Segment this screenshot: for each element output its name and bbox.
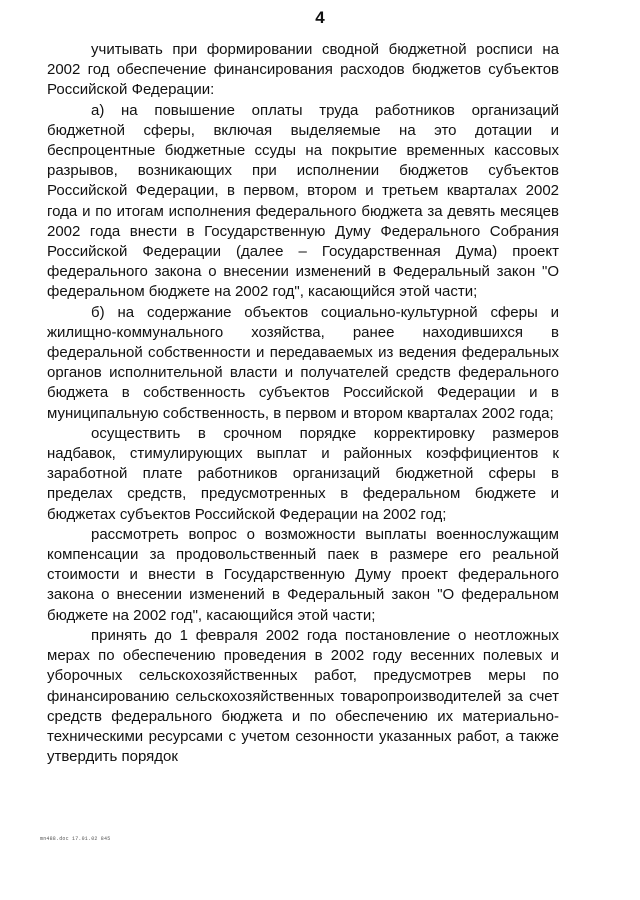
paragraph-intro: учитывать при формировании сводной бюджетной росписи на 2002 год обеспечение финансирования расходов бюджетов субъектов Российской Федерации:: [47, 41, 559, 99]
paragraph-adjust-allowances: осуществить в срочном порядке корректировку размеров надбавок, стимулирующих выплат и районных коэффициентов к заработной плате работников организаций бюджетной сферы в пределах средств, предусмотренных в федеральном бюджете и бюджетах субъектов Российской Федерации на 2002 год;: [47, 424, 559, 523]
document-body: [47, 40, 559, 767]
paragraph-military-compensation: рассмотреть вопрос о возможности выплаты военнослужащим компенсации за продовольственный паек в размере его реальной стоимости и внести в Государственную Думу проект федерального закона о внесении изменений в Федеральный закон "О федеральном бюджете на 2002 год", касающийся этой части;: [47, 525, 559, 624]
file-stamp: mn488.doc 17.01.02 845: [40, 836, 111, 842]
paragraph-agricultural-works: принять до 1 февраля 2002 года постановление о неотложных мерах по обеспечению проведения в 2002 году весенних полевых и уборочных сельскохозяйственных работ, предусмотрев меры по финансированию сельскохозяйственных товаропроизводителей за счет средств федерального бюджета и по обеспечению их материально-техническими ресурсами с учетом сезонности указанных работ, а также утвердить порядок: [47, 626, 559, 766]
paragraph-item-a: а) на повышение оплаты труда работников организаций бюджетной сферы, включая выделяемые на это дотации и беспроцентные бюджетные ссуды на покрытие временных кассовых разрывов, возникающих при исполнении бюджетов субъектов Российской Федерации, в первом, втором и третьем кварталах 2002 года и по итогам исполнения федерального бюджета за девять месяцев 2002 года внести в Государственную Думу Федерального Собрания Российской Федерации (далее – Государственная Дума) проект федерального закона о внесении изменений в Федеральный закон "О федеральном бюджете на 2002 год", касающийся этой части;: [47, 101, 559, 301]
page-number: 4: [315, 8, 325, 27]
paragraph-item-b: б) на содержание объектов социально-культурной сферы и жилищно-коммунального хозяйства, ранее находившихся в федеральной собственности и передаваемых из ведения федеральных органов исполнительной власти и получателей средств федерального бюджета в собственность субъектов Российской Федерации и в муниципальную собственность, в первом и втором кварталах 2002 года;: [47, 303, 559, 422]
